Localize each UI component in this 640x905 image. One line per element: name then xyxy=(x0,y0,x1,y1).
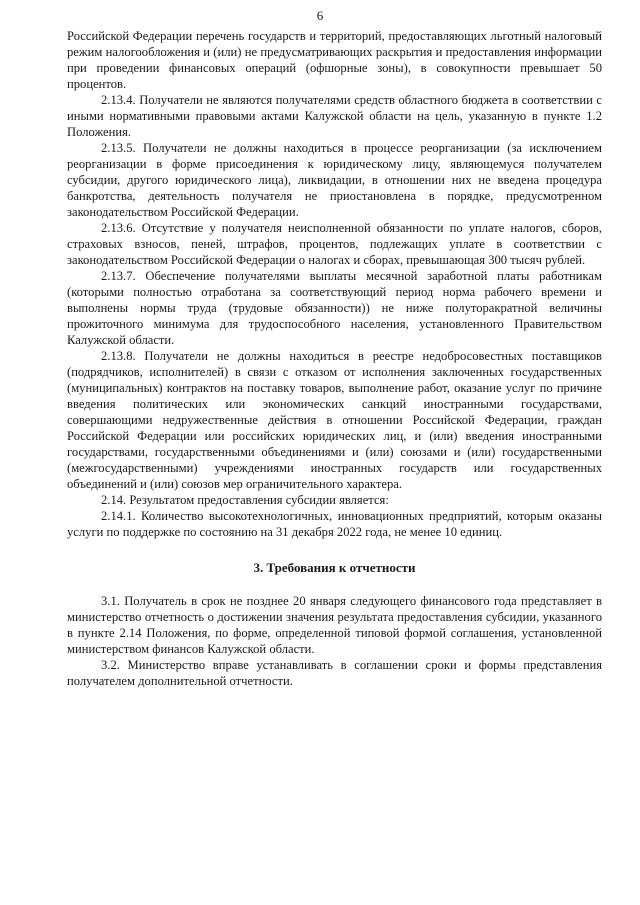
paragraph-continuation: Российской Федерации перечень государств и территорий, предоставляющих льготный налоговый режим налогообложения и (или) не предусматривающих раскрытия и предоставления информации при проведении финансовых операций (офшорные зоны), в совокупности превышает 50 процентов. xyxy=(67,29,602,91)
paragraph-2-13-6: 2.13.6. Отсутствие у получателя неисполненной обязанности по уплате налогов, сборов, страховых взносов, пеней, штрафов, процентов, подлежащих уплате в соответствии с законодательством Российской Федерации о налогах и сборах, превышающая 300 тысяч рублей. xyxy=(67,221,602,267)
paragraph-2-14-1: 2.14.1. Количество высокотехнологичных, инновационных предприятий, которым оказаны услуги по поддержке по состоянию на 31 декабря 2022 года, не менее 10 единиц. xyxy=(67,509,602,539)
page-number: 6 xyxy=(316,8,324,23)
paragraph-2-14: 2.14. Результатом предоставления субсидии является: xyxy=(101,493,389,507)
document-body xyxy=(67,28,602,689)
paragraph-2-13-7: 2.13.7. Обеспечение получателями выплаты месячной заработной платы работникам (которыми полностью отработана за соответствующий период норма рабочего времени и выполнены нормы труда (трудовые обязанности)) не ниже полуторакратной величины прожиточного минимума для трудоспособного населения, установленного Правительством Калужской области. xyxy=(67,269,602,347)
section-heading: 3. Требования к отчетности xyxy=(253,560,416,575)
paragraph-3-2: 3.2. Министерство вправе устанавливать в соглашении сроки и формы представления получателем дополнительной отчетности. xyxy=(67,658,602,688)
paragraph-3-1: 3.1. Получатель в срок не позднее 20 января следующего финансового года представляет в министерство отчетность о достижении значения результата предоставления субсидии, указанного в пункте 2.14 Положения, по форме, определенной типовой формой соглашения, установленной министерством финансов Калужской области. xyxy=(67,594,602,656)
paragraph-2-13-5: 2.13.5. Получатели не должны находиться в процессе реорганизации (за исключением реорганизации в форме присоединения к юридическому лицу, являющемуся получателем субсидии, другого юридического лица), ликвидации, в отношении них не введена процедура банкротства, деятельность получателя не приостановлена в порядке, предусмотренном законодательством Российской Федерации. xyxy=(67,141,602,219)
paragraph-2-13-4: 2.13.4. Получатели не являются получателями средств областного бюджета в соответствии с иными нормативными правовыми актами Калужской области на цель, указанную в пункте 1.2 Положения. xyxy=(67,93,602,139)
paragraph-2-13-8: 2.13.8. Получатели не должны находиться в реестре недобросовестных поставщиков (подрядчиков, исполнителей) в связи с отказом от исполнения заключенных государственных (муниципальных) контрактов на поставку товаров, выполнение работ, оказание услуг по причине введения политических или экономических санкций иностранными государствами, совершающими недружественные действия в отношении Российской Федерации, граждан Российской Федерации или российских юридических лиц, и (или) введения иностранными государствами, государственными объединениями и (или) союзами и (или) государственными (межгосударственными) учреждениями иностранных государств или государственных объединений и (или) союзов мер ограничительного характера. xyxy=(67,349,602,491)
